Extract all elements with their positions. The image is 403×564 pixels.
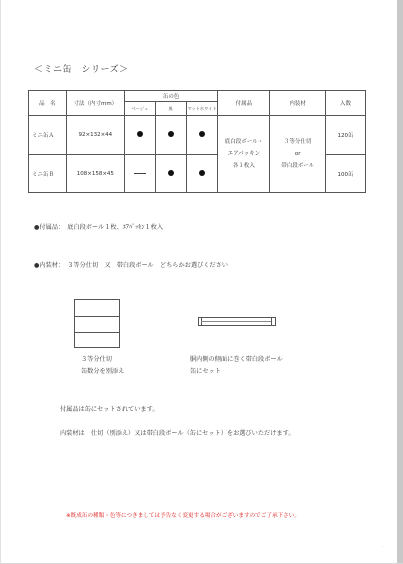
row-a-color-beige <box>124 116 155 155</box>
not-available-dash-icon <box>134 173 146 174</box>
band-inner-line <box>201 321 272 322</box>
band-board-diagram <box>198 317 276 326</box>
divider-line <box>75 316 119 317</box>
note-inner-material-choice: 内装材は 仕切（別添え）又は帯白段ボール（缶にセット）をお選びいただけます。 <box>60 430 295 437</box>
row-a-name: ミニ缶Ａ <box>29 116 67 155</box>
header-accessories: 付属品 <box>218 91 270 116</box>
row-b-name: ミニ缶Ｂ <box>29 155 67 193</box>
band-end-line <box>271 318 272 325</box>
page-edge-left <box>0 0 1 564</box>
header-can-color: 缶の色 <box>124 91 218 102</box>
header-inner: 内装材 <box>270 91 326 116</box>
row-b-qty: 100缶 <box>326 155 366 193</box>
row-a-color-black <box>155 116 186 155</box>
band-caption-line2: 缶にセット <box>190 368 221 375</box>
filled-dot-icon <box>199 170 205 176</box>
inner-line: ３等分仕切 <box>283 139 312 145</box>
filled-dot-icon <box>199 131 205 137</box>
header-color-matte-white: マットホワイト <box>186 102 218 116</box>
row-a-size: 92×132×44 <box>66 116 124 155</box>
divider-line <box>75 332 119 333</box>
accessories-line: エアパッキン <box>227 151 261 157</box>
inner-cell <box>270 116 326 193</box>
spec-table <box>28 90 366 193</box>
three-way-divider-diagram <box>74 299 120 348</box>
row-b-size: 108×158×45 <box>66 155 124 193</box>
accessories-line: 各１枚入 <box>232 163 255 169</box>
header-color-black: 黒 <box>155 102 186 116</box>
page-edge-right <box>397 0 403 564</box>
note-accessories-set: 付属品は缶にセットされています。 <box>60 406 159 413</box>
row-b-color-matte-white <box>186 155 218 193</box>
change-notice: ※既成缶の種類・色等につきましては予告なく変更する場合がございますのでご了承下さい。 <box>66 513 300 519</box>
accessories-line: 底白段ボール・ <box>224 139 264 145</box>
page-title: ＜ミニ缶 シリーズ＞ <box>34 65 129 75</box>
header-qty: 入数 <box>326 91 366 116</box>
row-b-color-black <box>155 155 186 193</box>
inner-line: 帯白段ボール <box>281 163 315 169</box>
corner-mark: · <box>381 544 383 550</box>
filled-dot-icon <box>137 131 143 137</box>
header-color-beige: ベージュ <box>124 102 155 116</box>
accessories-statement: ●付属品： 底白段ボール１枚、ｴｱﾊﾟｯｷﾝ１枚入 <box>34 224 164 231</box>
row-a-qty: 120缶 <box>326 116 366 155</box>
row-b-color-beige <box>124 155 155 193</box>
filled-dot-icon <box>168 131 174 137</box>
band-caption-line1: 胴内側の側面に巻く帯白段ボール <box>190 356 283 363</box>
divider-caption-line1: ３等分仕切 <box>81 356 112 363</box>
header-name: 品 名 <box>29 91 67 116</box>
row-a-color-matte-white <box>186 116 218 155</box>
header-size: 寸法（内寸mm） <box>66 91 124 116</box>
accessories-cell <box>218 116 270 193</box>
inner-line: or <box>294 151 301 157</box>
filled-dot-icon <box>168 170 174 176</box>
divider-caption-line2: 缶数分を別添え <box>81 368 125 375</box>
inner-material-statement: ●内装材： ３等分仕切 又 帯白段ボール どちらかお選びください <box>34 262 228 269</box>
